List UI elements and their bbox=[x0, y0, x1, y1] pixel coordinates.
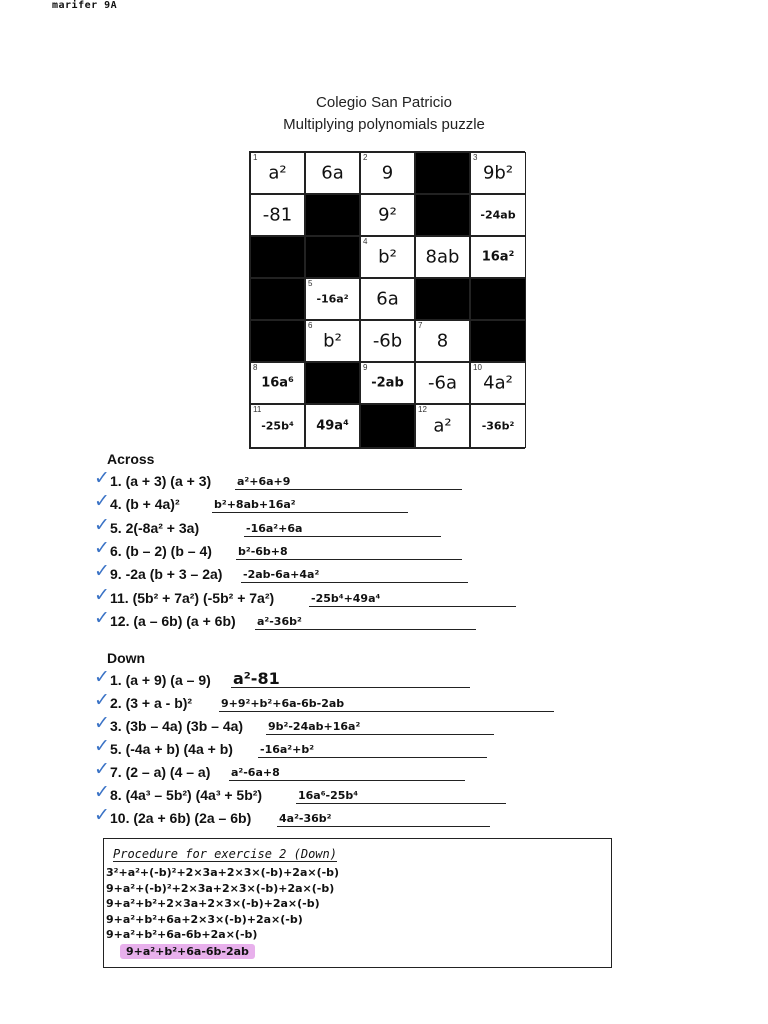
check-mark-icon: ✓ bbox=[94, 560, 110, 583]
clue-text: 1. (a + 3) (a + 3) bbox=[110, 473, 212, 489]
procedure-step: 9+a²+b²+6a-6b+2a×(-b) bbox=[106, 928, 258, 941]
grid-cell[interactable] bbox=[415, 404, 470, 448]
grid-cell-number: 12 bbox=[418, 405, 427, 414]
grid-cell[interactable] bbox=[250, 152, 305, 194]
down-clue-1 bbox=[94, 666, 211, 688]
answer-line[interactable]: a²-81 bbox=[231, 671, 470, 688]
grid-cell-value: 4a² bbox=[483, 372, 513, 394]
grid-cell-black bbox=[250, 320, 305, 362]
grid-cell[interactable] bbox=[360, 278, 415, 320]
grid-cell[interactable] bbox=[360, 152, 415, 194]
grid-cell[interactable] bbox=[250, 194, 305, 236]
check-mark-icon: ✓ bbox=[94, 606, 110, 629]
down-clue-2 bbox=[94, 689, 193, 711]
grid-cell-value: -6b bbox=[372, 330, 403, 352]
grid-cell-value: -6a bbox=[428, 372, 457, 394]
grid-cell-number: 3 bbox=[473, 153, 478, 162]
check-mark-icon: ✓ bbox=[94, 758, 110, 780]
grid-cell[interactable] bbox=[305, 152, 360, 194]
grid-cell-number: 5 bbox=[308, 279, 313, 288]
grid-cell-value: b² bbox=[323, 330, 342, 352]
grid-cell[interactable] bbox=[250, 404, 305, 448]
grid-cell[interactable] bbox=[360, 362, 415, 404]
grid-cell-value: a² bbox=[433, 415, 452, 437]
grid-cell-number: 4 bbox=[363, 237, 368, 246]
grid-cell-value: 9b² bbox=[482, 162, 514, 184]
grid-cell[interactable] bbox=[305, 320, 360, 362]
check-mark-icon: ✓ bbox=[94, 467, 110, 489]
grid-cell-black bbox=[305, 236, 360, 278]
grid-cell-value: a² bbox=[268, 162, 287, 184]
grid-cell-value: -25b⁴ bbox=[261, 419, 294, 433]
clue-text: 12. (a – 6b) (a + 6b) bbox=[110, 612, 236, 629]
down-clue-7 bbox=[94, 804, 252, 826]
answer-line[interactable]: -25b⁴+49a⁴ bbox=[309, 592, 516, 607]
answer-line[interactable]: a²-36b² bbox=[255, 615, 476, 630]
grid-cell-black bbox=[470, 278, 526, 320]
grid-cell[interactable] bbox=[470, 362, 526, 404]
clue-text: 9. -2a (b + 3 – 2a) bbox=[110, 566, 223, 583]
clue-text: 5. 2(-8a² + 3a) bbox=[110, 519, 200, 536]
grid-cell-value: -2ab bbox=[371, 375, 404, 391]
grid-cell-value: 9 bbox=[381, 162, 394, 184]
grid-cell-black bbox=[250, 236, 305, 278]
check-mark-icon: ✓ bbox=[94, 804, 110, 826]
clue-text: 10. (2a + 6b) (2a – 6b) bbox=[110, 810, 252, 826]
grid-cell-black bbox=[305, 362, 360, 404]
grid-cell-number: 10 bbox=[473, 363, 482, 372]
down-clue-4 bbox=[94, 735, 233, 757]
across-clue-4 bbox=[94, 536, 212, 559]
answer-line[interactable]: a²-6a+8 bbox=[229, 766, 465, 781]
clue-text: 7. (2 – a) (4 – a) bbox=[110, 764, 211, 780]
across-clue-6 bbox=[94, 583, 275, 606]
clue-text: 1. (a + 9) (a – 9) bbox=[110, 672, 211, 688]
grid-cell-value: 8ab bbox=[425, 246, 460, 268]
grid-cell[interactable] bbox=[250, 362, 305, 404]
across-heading: Across bbox=[107, 451, 155, 467]
procedure-step: 3²+a²+(-b)²+2×3a+2×3×(-b)+2a×(-b) bbox=[106, 866, 340, 879]
procedure-step: 9+a²+b²+6a+2×3×(-b)+2a×(-b) bbox=[106, 912, 303, 926]
clue-text: 8. (4a³ – 5b²) (4a³ + 5b²) bbox=[110, 787, 263, 803]
check-mark-icon: ✓ bbox=[94, 583, 110, 606]
grid-cell[interactable] bbox=[415, 362, 470, 404]
answer-line[interactable]: 9+9²+b²+6a-6b-2ab bbox=[219, 697, 554, 712]
grid-cell-value: 9² bbox=[378, 204, 397, 226]
answer-line[interactable]: a²+6a+9 bbox=[235, 475, 462, 490]
grid-cell-value: 6a bbox=[321, 162, 344, 184]
clue-text: 4. (b + 4a)² bbox=[110, 496, 180, 513]
check-mark-icon: ✓ bbox=[94, 490, 110, 513]
answer-line[interactable]: b²+8ab+16a² bbox=[212, 498, 408, 513]
answer-line[interactable]: -2ab-6a+4a² bbox=[241, 568, 468, 583]
grid-cell[interactable] bbox=[470, 236, 526, 278]
grid-cell-value: -81 bbox=[262, 204, 293, 226]
clue-text: 11. (5b² + 7a²) (-5b² + 7a²) bbox=[110, 589, 275, 606]
grid-cell[interactable] bbox=[470, 194, 526, 236]
clue-text: 6. (b – 2) (b – 4) bbox=[110, 542, 212, 559]
check-mark-icon: ✓ bbox=[94, 781, 110, 803]
grid-cell[interactable] bbox=[305, 404, 360, 448]
down-clue-3 bbox=[94, 712, 244, 734]
answer-line[interactable]: b²-6b+8 bbox=[236, 545, 462, 560]
grid-cell[interactable] bbox=[360, 194, 415, 236]
across-clue-3 bbox=[94, 513, 200, 536]
grid-cell-number: 9 bbox=[363, 363, 368, 372]
check-mark-icon: ✓ bbox=[94, 666, 110, 688]
student-name: marifer 9A bbox=[52, 0, 118, 11]
check-mark-icon: ✓ bbox=[94, 712, 110, 734]
check-mark-icon: ✓ bbox=[94, 513, 110, 536]
procedure-title: Procedure for exercise 2 (Down) bbox=[113, 847, 337, 861]
across-clue-5 bbox=[94, 560, 223, 583]
grid-cell-black bbox=[250, 278, 305, 320]
clue-text: 5. (-4a + b) (4a + b) bbox=[110, 741, 233, 757]
down-clue-5 bbox=[94, 758, 211, 780]
procedure-box bbox=[103, 838, 612, 968]
across-clue-1 bbox=[94, 467, 212, 489]
grid-cell-black bbox=[305, 194, 360, 236]
grid-cell[interactable] bbox=[470, 404, 526, 448]
answer-line[interactable]: 4a²-36b² bbox=[277, 812, 490, 827]
grid-cell-value: 6a bbox=[376, 288, 399, 310]
procedure-step: 9+a²+(-b)²+2×3a+2×3×(-b)+2a×(-b) bbox=[106, 881, 335, 895]
answer-line[interactable]: 16a⁶-25b⁴ bbox=[296, 789, 506, 804]
check-mark-icon: ✓ bbox=[94, 536, 110, 559]
grid-cell-number: 6 bbox=[308, 321, 313, 330]
grid-cell[interactable] bbox=[470, 152, 526, 194]
check-mark-icon: ✓ bbox=[94, 689, 110, 711]
procedure-step: 9+a²+b²+2×3a+2×3×(-b)+2a×(-b) bbox=[106, 897, 320, 910]
grid-cell-value: 49a⁴ bbox=[316, 418, 349, 434]
grid-cell[interactable] bbox=[305, 278, 360, 320]
down-clue-6 bbox=[94, 781, 263, 803]
answer-line[interactable]: -16a²+b² bbox=[258, 743, 487, 758]
down-heading: Down bbox=[107, 650, 146, 666]
grid-cell-value: -36b² bbox=[481, 419, 515, 433]
clue-text: 3. (3b – 4a) (3b – 4a) bbox=[110, 718, 244, 734]
grid-cell-black bbox=[360, 404, 415, 448]
procedure-final-answer: 9+a²+b²+6a-6b-2ab bbox=[120, 944, 255, 959]
across-clue-2 bbox=[94, 490, 180, 513]
worksheet-title: Multiplying polynomials puzzle bbox=[283, 116, 485, 133]
grid-cell-value: -24ab bbox=[480, 208, 516, 222]
grid-cell-value: 16a⁶ bbox=[261, 375, 294, 391]
grid-cell[interactable] bbox=[360, 236, 415, 278]
grid-cell[interactable] bbox=[415, 320, 470, 362]
school-name: Colegio San Patricio bbox=[316, 94, 452, 111]
grid-cell-value: b² bbox=[378, 246, 397, 268]
grid-cell[interactable] bbox=[360, 320, 415, 362]
grid-cell-black bbox=[470, 320, 526, 362]
grid-cell-black bbox=[415, 152, 470, 194]
answer-line[interactable]: -16a²+6a bbox=[244, 522, 441, 537]
grid-cell-number: 8 bbox=[253, 363, 258, 372]
grid-cell-value: 8 bbox=[436, 330, 449, 352]
grid-cell-number: 1 bbox=[253, 153, 258, 162]
grid-cell[interactable] bbox=[415, 236, 470, 278]
grid-cell-number: 2 bbox=[363, 153, 368, 162]
grid-cell-number: 7 bbox=[418, 321, 423, 330]
grid-cell-black bbox=[415, 278, 470, 320]
crossword-grid bbox=[249, 151, 525, 449]
clue-text: 2. (3 + a - b)² bbox=[110, 695, 193, 711]
answer-line[interactable]: 9b²-24ab+16a² bbox=[266, 720, 494, 735]
grid-cell-black bbox=[415, 194, 470, 236]
across-clue-7 bbox=[94, 606, 236, 629]
grid-cell-value: 16a² bbox=[481, 249, 515, 265]
grid-cell-value: -16a² bbox=[316, 292, 349, 306]
grid-cell-number: 11 bbox=[253, 405, 262, 414]
check-mark-icon: ✓ bbox=[94, 735, 110, 757]
